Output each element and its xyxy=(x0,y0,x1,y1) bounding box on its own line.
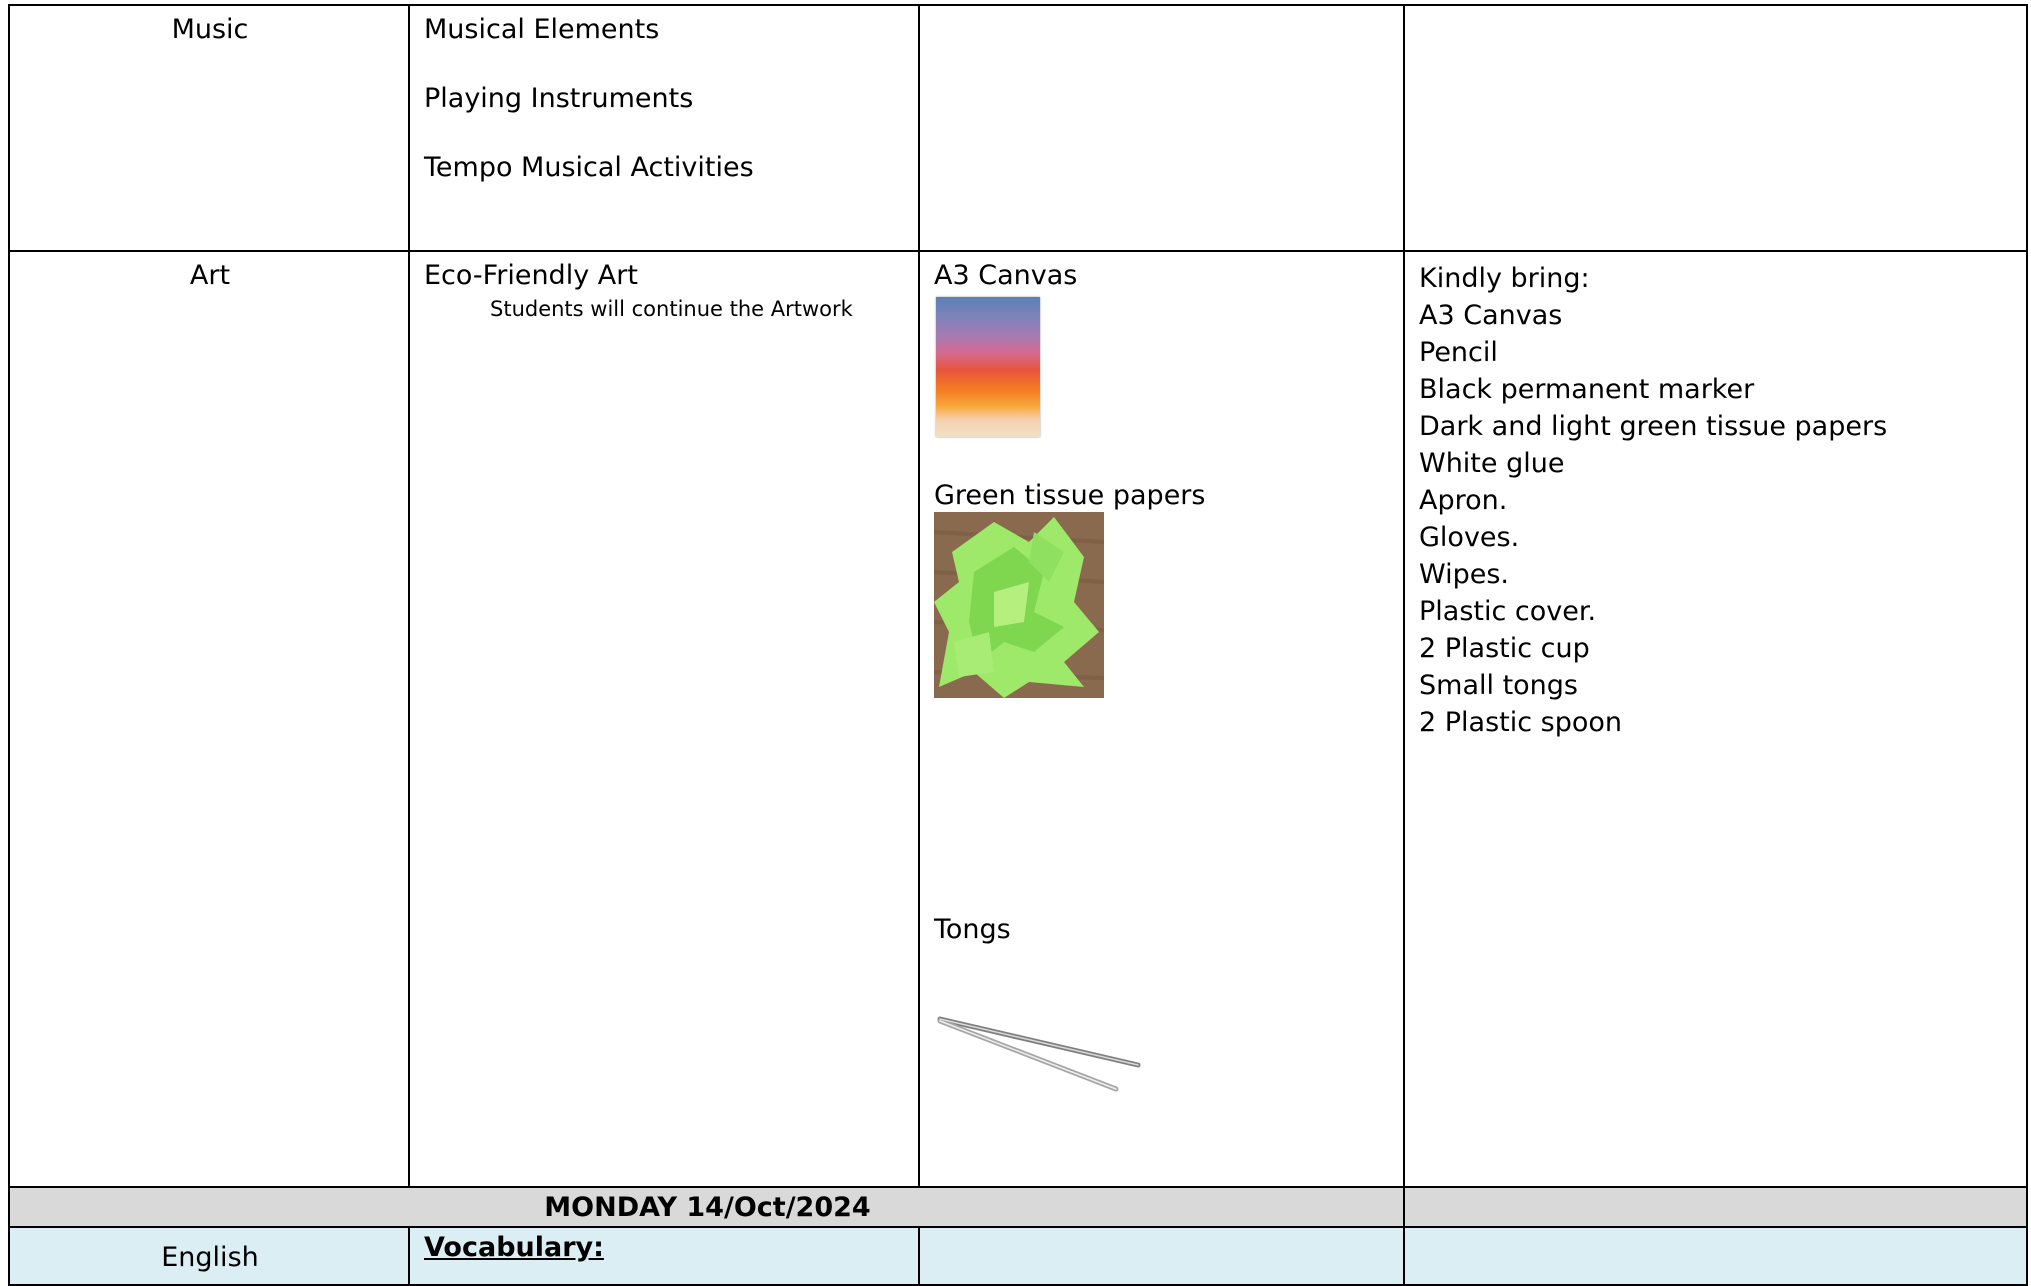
music-topic-1: Musical Elements xyxy=(424,14,660,45)
bring-item: Gloves. xyxy=(1419,522,1520,553)
tissue-paper-image xyxy=(934,512,1104,698)
bring-item: Wipes. xyxy=(1419,559,1510,590)
bring-item: 2 Plastic spoon xyxy=(1419,707,1623,738)
art-resources-cell xyxy=(918,250,1405,1188)
art-bring-cell xyxy=(1403,250,2028,1188)
art-note: Students will continue the Artwork xyxy=(490,297,853,321)
day-header-side-cell xyxy=(1403,1186,2028,1228)
bring-item: Small tongs xyxy=(1419,670,1578,701)
bring-item: Apron. xyxy=(1419,485,1508,516)
bring-title: Kindly bring: xyxy=(1419,263,1590,294)
music-resources-cell xyxy=(918,4,1405,252)
canvas-label: A3 Canvas xyxy=(934,260,1078,291)
day-header-cell xyxy=(8,1186,1405,1228)
bring-item: Pencil xyxy=(1419,337,1498,368)
bring-item: A3 Canvas xyxy=(1419,300,1563,331)
tongs-label: Tongs xyxy=(934,914,1011,945)
music-topic-cell xyxy=(408,4,920,252)
bring-item: White glue xyxy=(1419,448,1565,479)
english-notes-cell xyxy=(1403,1226,2028,1286)
music-subject-cell xyxy=(8,4,410,252)
english-vocabulary-heading: Vocabulary: xyxy=(424,1232,604,1263)
music-subject: Music xyxy=(171,14,249,45)
english-subject: English xyxy=(161,1242,259,1273)
music-topic-2: Playing Instruments xyxy=(424,83,694,114)
tongs-image xyxy=(934,1007,1144,1097)
art-topic: Eco-Friendly Art xyxy=(424,260,638,291)
english-resources-cell xyxy=(918,1226,1405,1286)
planner-table xyxy=(8,4,2028,1283)
english-subject-cell xyxy=(8,1226,410,1286)
art-topic-cell xyxy=(408,250,920,1188)
music-notes-cell xyxy=(1403,4,2028,252)
tissue-label: Green tissue papers xyxy=(934,480,1206,511)
music-topic-3: Tempo Musical Activities xyxy=(424,152,754,183)
english-topic-cell xyxy=(408,1226,920,1286)
day-header: MONDAY 14/Oct/2024 xyxy=(544,1192,871,1223)
art-subject: Art xyxy=(189,260,231,291)
bring-item: 2 Plastic cup xyxy=(1419,633,1590,664)
bring-item: Dark and light green tissue papers xyxy=(1419,411,1888,442)
bring-item: Black permanent marker xyxy=(1419,374,1755,405)
bring-list xyxy=(1419,260,1887,741)
bring-item: Plastic cover. xyxy=(1419,596,1597,627)
canvas-image xyxy=(936,297,1040,437)
art-subject-cell xyxy=(8,250,410,1188)
